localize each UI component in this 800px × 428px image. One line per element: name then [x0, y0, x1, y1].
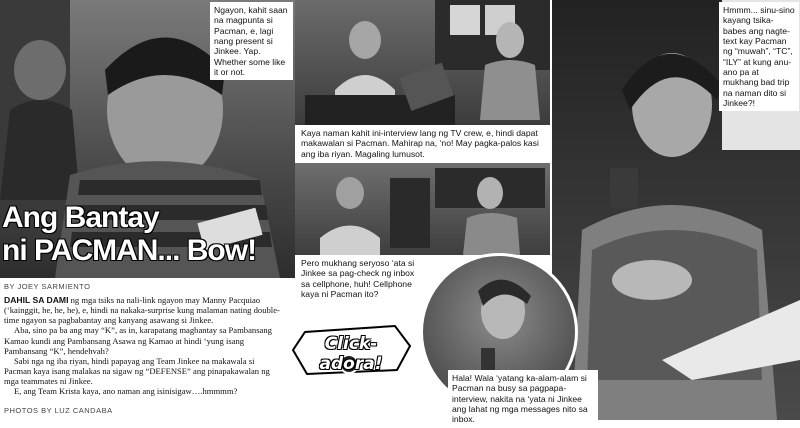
pacman-jinkee-scene [295, 163, 550, 255]
headline-line2: ni PACMAN... Bow! [2, 234, 257, 267]
photos-credit: PHOTOS BY LUZ CANDABA [4, 406, 113, 415]
article-lead: DAHIL SA DAMI [4, 295, 69, 305]
article-paragraph-4: E, ang Team Krista kaya, ano naman ang isinisigaw….hmmmm? [14, 386, 238, 397]
photo-pacman-with-jinkee [295, 163, 550, 255]
click-adora-logo [285, 320, 415, 380]
logo-text: Click-adora! [319, 334, 383, 374]
caption-top-left: Ngayon, kahit saan na magpunta si Pacman, e, lagi nang present si Jinkee. Yap. Whether some like it or not. [210, 2, 293, 80]
caption-center-top: Kaya naman kahit ini-interview lang ng TV crew, e, hindi dapat makawalan si Pacman. Mahirap na, ‘no! May pagka-palos kasi ang iba riyan. Magaling lumusot. [297, 125, 550, 162]
caption-right-top: Hmmm... sinu-sino kayang tsika-babes ang nagte-text kay Pacman ng “muwah”, “TC”, “ILY” at kung anu-ano pa at mukhang bad trip na naman dito si Jinkee?! [719, 2, 799, 111]
article-paragraph-2: Aba, sino pa ba ang may “K”, as in, karapatang magbantay sa Pambansang Kamao kundi ang Pambansang Asawa ng Kamao at hindi ‘yung isang Pambansang “K”, hendehvah? [4, 325, 272, 356]
byline: BY JOEY SARMIENTO [4, 282, 91, 291]
photo-interview-room [295, 0, 550, 125]
article-body [4, 295, 282, 396]
article-paragraph-1 [4, 295, 282, 325]
article-p1-text: ng mga tsiks na nali-link ngayon may Manny Pacquiao (‘kainggit, he, he, he), e, hindi na nakaka-surprise kung malaman nating double-time ngayon sa pagbabantay ang kanyang asawang si Jinkee. [4, 295, 280, 326]
headline-line1: Ang Bantay [2, 201, 159, 234]
caption-middle: Pero mukhang seryoso ‘ata si Jinkee sa pag-check ng inbox sa cellphone, huh! Cellphone kaya ni Pacman ito? [297, 255, 422, 302]
caption-bottom: Hala! Wala ‘yatang ka-alam-alam si Pacman na busy sa pagpapa-interview, nakita na ‘yata ni Jinkee ang lahat ng mga messages nito sa inbox. [448, 370, 598, 428]
article-paragraph-3: Sabi nga ng iba riyan, hindi papayag ang Team Jinkee na makawala si Pacman kaya isang malakas na sigaw ng “DEFENSE” ang pinapakawalan ng mga teammates ni Jinkee. [4, 355, 270, 387]
interview-room-scene [295, 0, 550, 125]
